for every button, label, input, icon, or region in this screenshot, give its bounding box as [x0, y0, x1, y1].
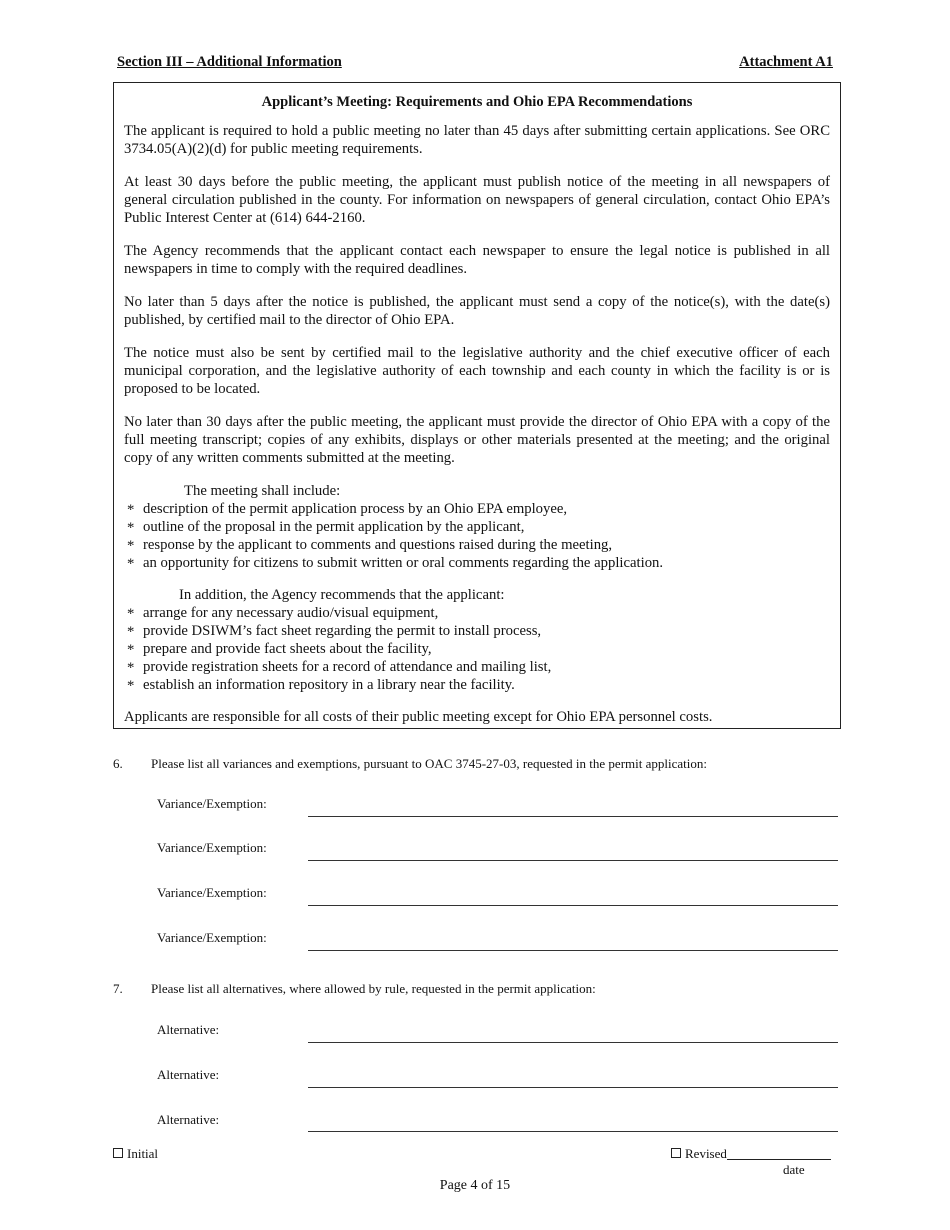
question-7: [113, 981, 596, 997]
list-item: * provide DSIWM’s fact sheet regarding the permit to install process,: [124, 622, 830, 640]
alternative-input-line[interactable]: [308, 1042, 838, 1043]
variance-label: Variance/Exemption:: [157, 930, 267, 945]
revised-checkbox[interactable]: [671, 1148, 681, 1158]
page-number: Page 4 of 15: [439, 1178, 511, 1193]
initial-checkbox[interactable]: [113, 1148, 123, 1158]
variance-input-line[interactable]: [308, 950, 838, 951]
variance-label: Variance/Exemption:: [157, 885, 267, 900]
meeting-list: [124, 500, 830, 572]
alternative-input-line[interactable]: [308, 1131, 838, 1132]
list-item: * arrange for any necessary audio/visual equipment,: [124, 604, 830, 622]
alternative-label: Alternative:: [157, 1022, 220, 1037]
paragraph: No later than 5 days after the notice is published, the applicant must send a copy of the notice(s), with the date(s) published, by certified mail to the director of Ohio EPA.: [124, 294, 830, 328]
closing-paragraph: Applicants are responsible for all costs of their public meeting except for Ohio EPA personnel costs.: [124, 709, 713, 725]
question-number: 7.: [113, 981, 123, 996]
paragraph: The applicant is required to hold a public meeting no later than 45 days after submitting certain applications. See ORC 3734.05(A)(2)(d) for public meeting requirements.: [124, 123, 830, 157]
date-caption: date: [783, 1162, 805, 1177]
question-number: 6.: [113, 756, 123, 771]
initial-option: [113, 1146, 158, 1162]
list-item: * description of the permit application process by an Ohio EPA employee,: [124, 500, 830, 518]
list-item: * an opportunity for citizens to submit written or oral comments regarding the application.: [124, 554, 830, 572]
list-item: * response by the applicant to comments and questions raised during the meeting,: [124, 536, 830, 554]
list-item: * outline of the proposal in the permit application by the applicant,: [124, 518, 830, 536]
question-text: Please list all variances and exemptions, pursuant to OAC 3745-27-03, requested in the permit application:: [151, 756, 707, 771]
variance-input-line[interactable]: [308, 860, 838, 861]
paragraph: The Agency recommends that the applicant contact each newspaper to ensure the legal notice is published in all newspapers in time to comply with the required deadlines.: [124, 243, 830, 277]
revised-option: [671, 1146, 831, 1162]
section-title: Section III – Additional Information: [117, 54, 342, 70]
alternative-label: Alternative:: [157, 1067, 220, 1082]
initial-label: Initial: [127, 1146, 159, 1161]
variance-input-line[interactable]: [308, 905, 838, 906]
alternative-label: Alternative:: [157, 1112, 220, 1127]
attachment-label: Attachment A1: [739, 54, 833, 70]
alternative-input-line[interactable]: [308, 1087, 838, 1088]
paragraph: The notice must also be sent by certified mail to the legislative authority and the chief executive officer of each municipal corporation, and the legislative authority of each township and each county in which the facility is or is proposed to be located.: [124, 345, 830, 397]
paragraph: At least 30 days before the public meeting, the applicant must publish notice of the meeting in all newspapers of general circulation published in the county. For information on newspapers of general circulation, contact Ohio EPA’s Public Interest Center at (614) 644-2160.: [124, 174, 830, 226]
meeting-requirements-box: [113, 82, 841, 729]
revised-date-line[interactable]: [727, 1147, 831, 1160]
list-item: * provide registration sheets for a record of attendance and mailing list,: [124, 658, 830, 676]
question-text: Please list all alternatives, where allowed by rule, requested in the permit application:: [151, 981, 596, 996]
variance-label: Variance/Exemption:: [157, 796, 267, 811]
recommend-intro: In addition, the Agency recommends that the applicant:: [179, 587, 505, 603]
box-title: Applicant’s Meeting: Requirements and Ohio EPA Recommendations: [261, 94, 693, 110]
variance-label: Variance/Exemption:: [157, 840, 267, 855]
paragraph: No later than 30 days after the public meeting, the applicant must provide the director of Ohio EPA with a copy of the full meeting transcript; copies of any exhibits, displays or other materials presented at the meeting; and the original copy of any written comments submitted at the meeting.: [124, 414, 830, 466]
list-item: * establish an information repository in a library near the facility.: [124, 676, 830, 694]
list-item: * prepare and provide fact sheets about the facility,: [124, 640, 830, 658]
revised-label: Revised: [685, 1146, 727, 1161]
variance-input-line[interactable]: [308, 816, 838, 817]
meeting-intro: The meeting shall include:: [184, 483, 341, 499]
recommend-list: [124, 604, 830, 694]
question-6: [113, 756, 707, 772]
